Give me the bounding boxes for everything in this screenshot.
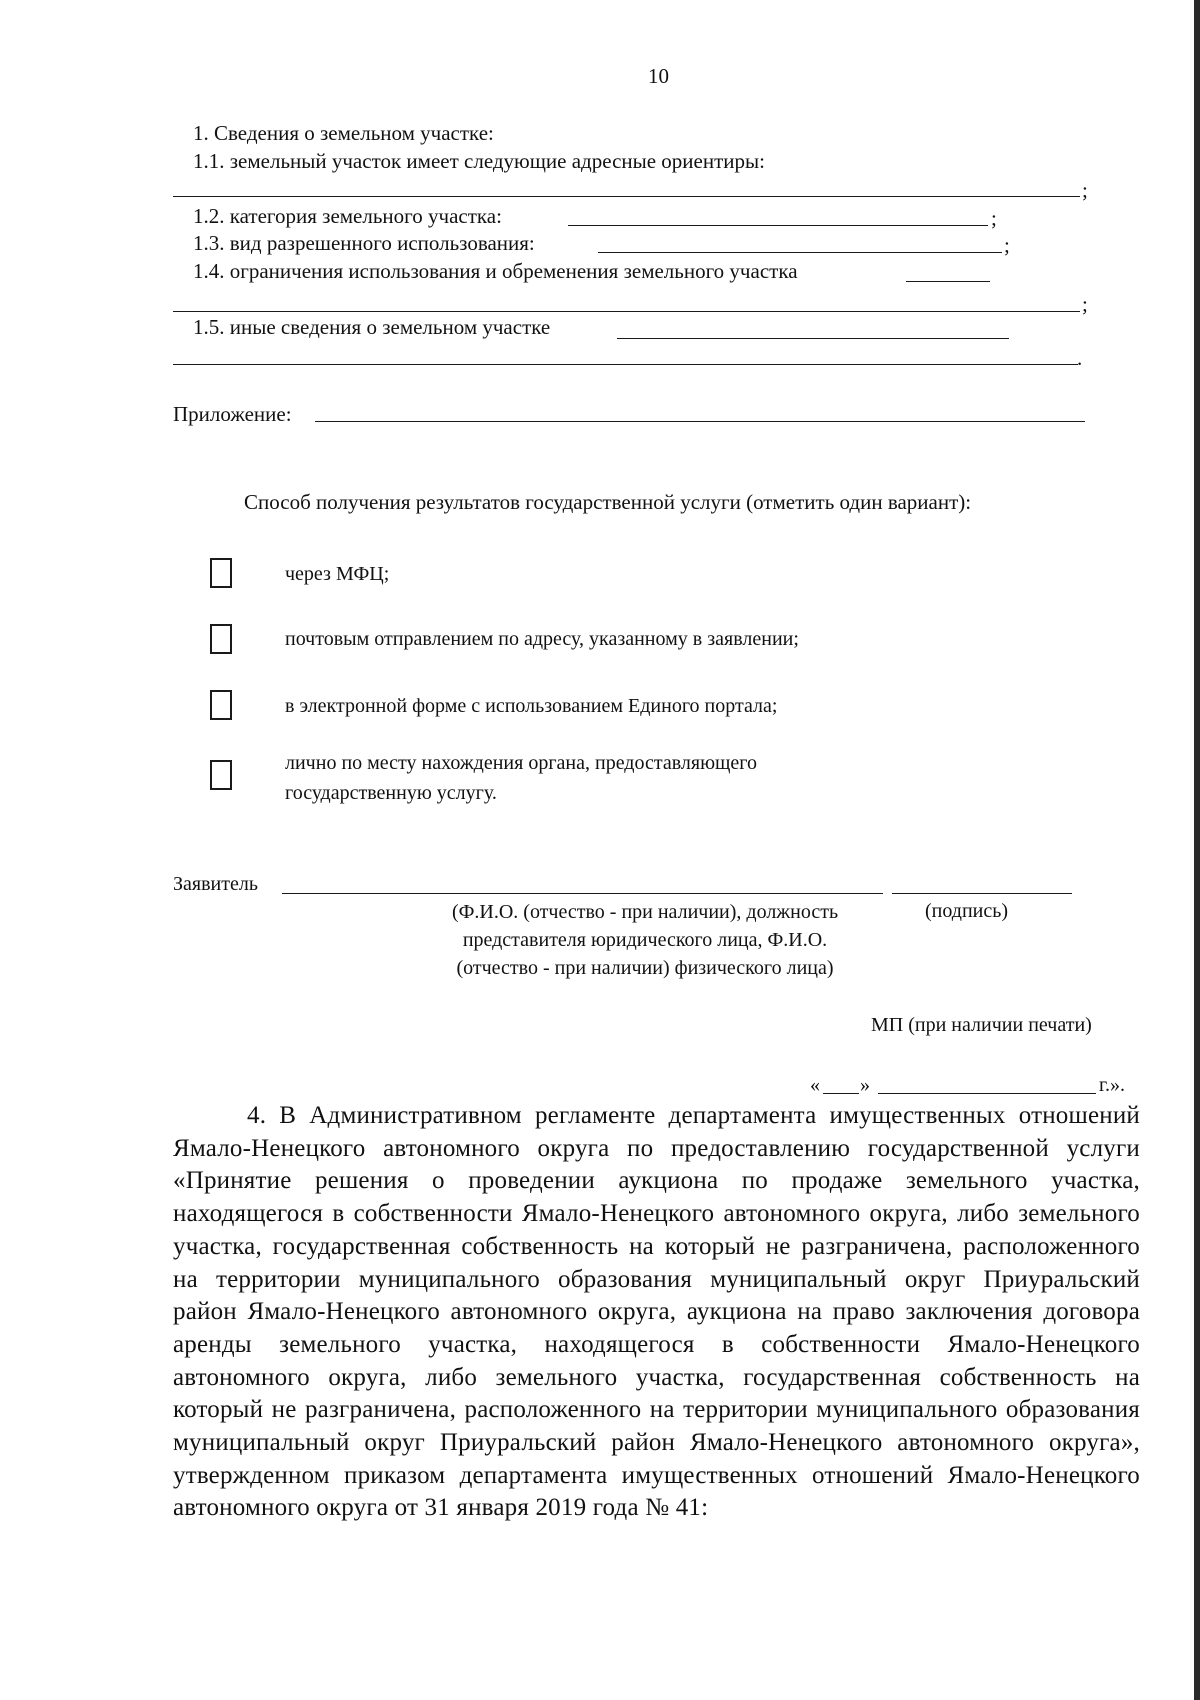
item-1-2-label: 1.2. категория земельного участка: — [193, 204, 502, 228]
land-category-input-line[interactable] — [568, 225, 988, 226]
applicant-label: Заявитель — [173, 873, 258, 895]
item-1-5-label: 1.5. иные сведения о земельном участке — [193, 315, 551, 339]
option-in-person-label-line2: государственную услугу. — [285, 782, 497, 804]
semicolon: ; — [991, 206, 997, 230]
period: . — [1077, 346, 1083, 370]
delivery-method-title: Способ получения результатов государственной услуги (отметить один вариант): — [244, 490, 972, 514]
option-post-label: почтовым отправлением по адресу, указанному в заявлении; — [285, 628, 799, 650]
attachment-label: Приложение: — [173, 402, 292, 426]
item-1-4-label: 1.4. ограничения использования и обременения земельного участка — [193, 259, 798, 283]
signature-caption: (подпись) — [925, 900, 1009, 922]
semicolon: ; — [1082, 178, 1088, 202]
option-post-checkbox[interactable] — [210, 624, 232, 654]
item-1-1-label: 1.1. земельный участок имеет следующие адресные ориентиры: — [193, 149, 765, 173]
date-day-line[interactable] — [823, 1093, 859, 1094]
section-heading: 1. Сведения о земельном участке: — [193, 121, 494, 145]
applicant-signature-line[interactable] — [892, 893, 1072, 894]
name-caption-line1: (Ф.И.О. (отчество - при наличии), должность — [451, 901, 839, 923]
name-caption-line3: (отчество - при наличии) физического лица) — [456, 957, 834, 979]
restrictions-input-line-2[interactable] — [173, 311, 1080, 312]
other-info-input-line-2[interactable] — [173, 364, 1078, 365]
option-mfc-label: через МФЦ; — [285, 563, 390, 585]
option-in-person-checkbox[interactable] — [210, 760, 232, 790]
page-number: 10 — [648, 64, 669, 88]
address-input-line[interactable] — [173, 196, 1080, 197]
option-electronic-label: в электронной форме с использованием Единого портала; — [285, 695, 778, 717]
semicolon: ; — [1004, 233, 1010, 257]
option-in-person-label-line1: лично по месту нахождения органа, предоставляющего — [285, 752, 758, 774]
applicant-name-line[interactable] — [282, 893, 883, 894]
name-caption-line2: представителя юридического лица, Ф.И.О. — [462, 929, 828, 951]
date-open-quote: « — [810, 1074, 820, 1096]
stamp-note: МП (при наличии печати) — [871, 1014, 1092, 1036]
other-info-input-line[interactable] — [617, 338, 1009, 339]
date-year-suffix: г.». — [1099, 1074, 1125, 1096]
semicolon: ; — [1082, 292, 1088, 316]
paragraph-4: 4. В Административном регламенте департамента имущественных отношений Ямало-Ненецкого автономного округа по предоставлению государственной услуги «Принятие решения о проведении аукциона по продаже земельного участка, находящегося в собственности Ямало-Ненецкого автономного округа, либо земельного участка, государственная собственность на который не разграничена, расположенного на территории муниципального образования муниципальный округ Приуральский район Ямало-Ненецкого автономного округа, аукциона на право заключения договора аренды земельного участка, находящегося в собственности Ямало-Ненецкого автономного округа, либо земельного участка, государственная собственность на который не разграничена, расположенного на территории муниципального образования муниципальный округ Приуральский район Ямало-Ненецкого автономного округа», утвержденном приказом департамента имущественных отношений Ямало-Ненецкого автономного округа от 31 января 2019 года № 41: — [173, 1102, 1140, 1522]
attachment-input-line[interactable] — [315, 421, 1085, 422]
date-month-line[interactable] — [878, 1093, 1096, 1094]
item-1-3-label: 1.3. вид разрешенного использования: — [193, 231, 535, 255]
permitted-use-input-line[interactable] — [598, 252, 1002, 253]
page-scan-edge — [1194, 0, 1200, 1700]
option-electronic-checkbox[interactable] — [210, 690, 232, 720]
restrictions-input-line[interactable] — [906, 281, 990, 282]
option-mfc-checkbox[interactable] — [210, 558, 232, 588]
date-close-quote: » — [860, 1074, 870, 1096]
